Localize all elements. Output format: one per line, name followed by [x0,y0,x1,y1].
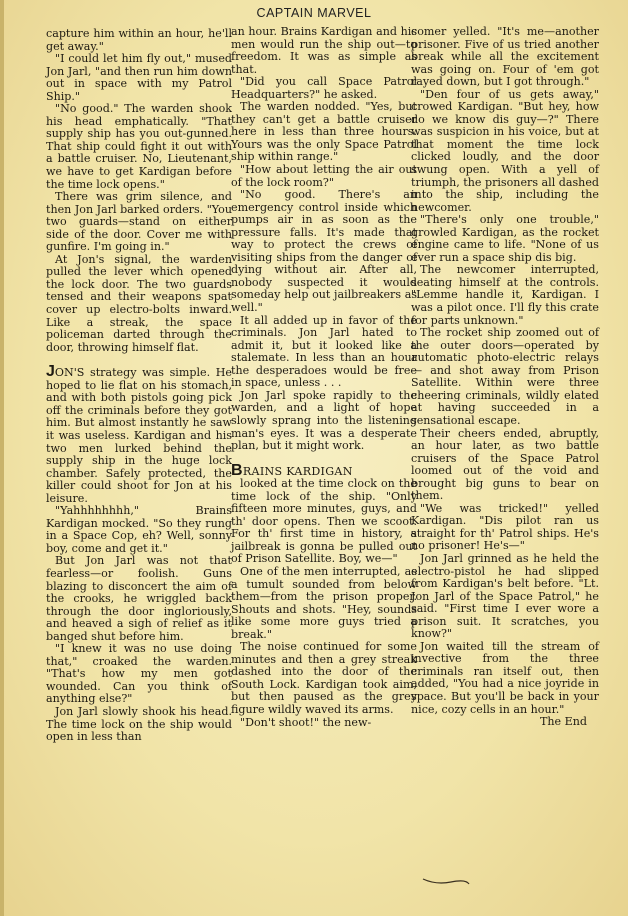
column-3 [411,26,599,729]
page-edge [0,0,4,916]
paragraph: "Don't shoot!" the new- [240,715,372,729]
paragraph: "There's only one trouble," growled Kardigan, as the rocket engine came to life. "None of us ever run a space ship dis big. [411,213,599,264]
paragraph: "Did you call Space Patrol Headquarters?" he asked. [231,75,417,101]
drop-cap: J [46,363,55,381]
paragraph: Their cheers ended, abruptly, an hour later, as two battle cruisers of the Space Patrol loomed out of the void and brought big guns to bear on them. [411,426,599,503]
column-1 [46,28,232,744]
paragraph: Jon Jarl spoke rapidly to the warden, and a light of hope slowly sprang into the listening man's eyes. It was a desperate plan, but it might work. [231,388,417,453]
section-opening-text: ON'S strategy was simple. He hoped to lie flat on his stomach, and with both pistols going pick off the criminals before they got him. But almost instantly he saw it was useless. Kardigan and his two men lurked behind the supply ship in the huge lock chamber. Safely protected, the killer could shoot for Jon at his leisure. [46,366,232,505]
paragraph: At Jon's signal, the warden pulled the lever which opened the lock door. The two guards tensed and their weapons spat cover up electro-bolts inward. Like a streak, the space policeman darted through the door, throwing himself flat. [46,252,232,354]
section-opening [46,365,232,505]
running-header: CAPTAIN MARVEL [256,6,372,20]
section-opening-heading [231,461,417,479]
section-cap-words: RAINS KARDIGAN [242,464,353,478]
paragraph: "How about letting the air out of the lock room?" [231,163,417,189]
paragraph: "I could let him fly out," mused Jon Jarl, "and then run him down out in space with my Patrol Ship." [46,52,232,103]
section-opening-text: looked at the time clock on the time lock of the ship. "Only fifteen more minutes, guys, and th' door opens. Then we scoot. For th' first time in history, a jailbreak is gonna be pulled out of Prison Satellite. Boy, we—" [231,477,417,566]
paragraph: "We was tricked!" yelled Kardigan. "Dis pilot ran us straight for th' Patrol ships. He's no prisoner! He's—" [411,501,599,553]
the-end-label: The End [540,715,587,729]
paragraph: Jon Jarl grinned as he held the electro-pistol he had slipped from Kardigan's belt before. "Lt. Jon Jarl of the Space Patrol," he said. "First time I ever wore a prison suit. It scratches, you know?" [411,551,599,641]
paragraph: capture him within an hour, he'll get away." [46,27,232,53]
paragraph: The warden nodded. "Yes, but they can't get a battle cruiser here in less than three hours. Yours was the only Space Patrol ship within range." [231,100,417,164]
paragraph: "Yahhhhhhhh," Brains Kardigan mocked. "So they rung in a Space Cop, eh? Well, sonny boy, come and get it." [46,504,232,555]
paragraph: The noise continued for some minutes and then a grey streak dashed into the door of the South Lock. Kardigan took aim, but then paused as the grey figure wildly waved its arms. [231,640,417,716]
paragraph: "Den four of us gets away," crowed Kardigan. "But hey, how do we know dis guy—?" There was suspicion in his voice, but at that moment the time lock clicked loudly, and the door swung open. With a yell of triumph, the prisoners all dashed into the ship, including the newcomer. [411,87,599,214]
column-2 [231,26,417,729]
paragraph: The newcomer interrupted, seating himself at the controls. "Lemme handle it, Kardigan. I was a pilot once. I'll fly this crate for parts unknown." [411,263,599,327]
paragraph: "No good. There's an emergency control inside which pumps air in as soon as the pressure falls. It's made that way to protect the crews of visiting ships from the danger of dying without air. After all, nobody suspected it would someday help out jailbreakers as well." [231,188,417,315]
paragraph: "I knew it was no use doing that," croaked the warden. "That's how my men got wounded. Can you think of anything else?" [46,642,232,706]
paragraph: It all added up in favor of the criminals. Jon Jarl hated to admit it, but it looked like a stalemate. In less than an hour the desperadoes would be free in space, unless . . . [231,313,417,390]
paragraph: comer yelled. "It's me—another prisoner. Five of us tried another break while all the excitement was going on. Four of 'em got rayed down, but I got through." [411,25,599,89]
drop-cap: B [231,461,243,479]
paragraph: There was grim silence, and then Jon Jarl barked orders. "You two guards—stand on either side of the door. Cover me with gunfire. I'm going in." [46,190,232,254]
paragraph: The rocket ship zoomed out of the outer doors—operated by automatic photo-electric relays — and shot away from Prison Satellite. Within were three cheering criminals, wildly elated at having succeeded in a sensational escape. [411,326,599,427]
paragraph: an hour. Brains Kardigan and his men would run the ship out—to freedom. It was as simple as that. [231,25,417,76]
pen-scribble-icon [421,876,471,886]
paragraph: But Jon Jarl was not that fearless—or foolish. Guns blazing to disconcert the aim of the crooks, he wriggled back through the door ingloriously, and heaved a sigh of relief as it banged shut before him. [46,554,232,643]
paragraph: "No good." The warden shook his head emphatically. "That supply ship has you out-gunned. That ship could fight it out with a battle cruiser. No, Lieutenant, we have to get Kardigan before the time lock opens." [46,102,232,191]
paragraph: Jon waited till the stream of invective from the three criminals ran itself out, then added, "You had a nice joyride in space. But you'll be back in your nice, cozy cells in an hour." [411,639,599,716]
paragraph: Jon Jarl slowly shook his head. The time lock on the ship would open in less than [46,704,232,744]
paragraph: One of the men interrupted, as a tumult sounded from below them—from the prison proper. Shouts and shots. "Hey, sounds like some more guys tried a break." [231,564,417,641]
